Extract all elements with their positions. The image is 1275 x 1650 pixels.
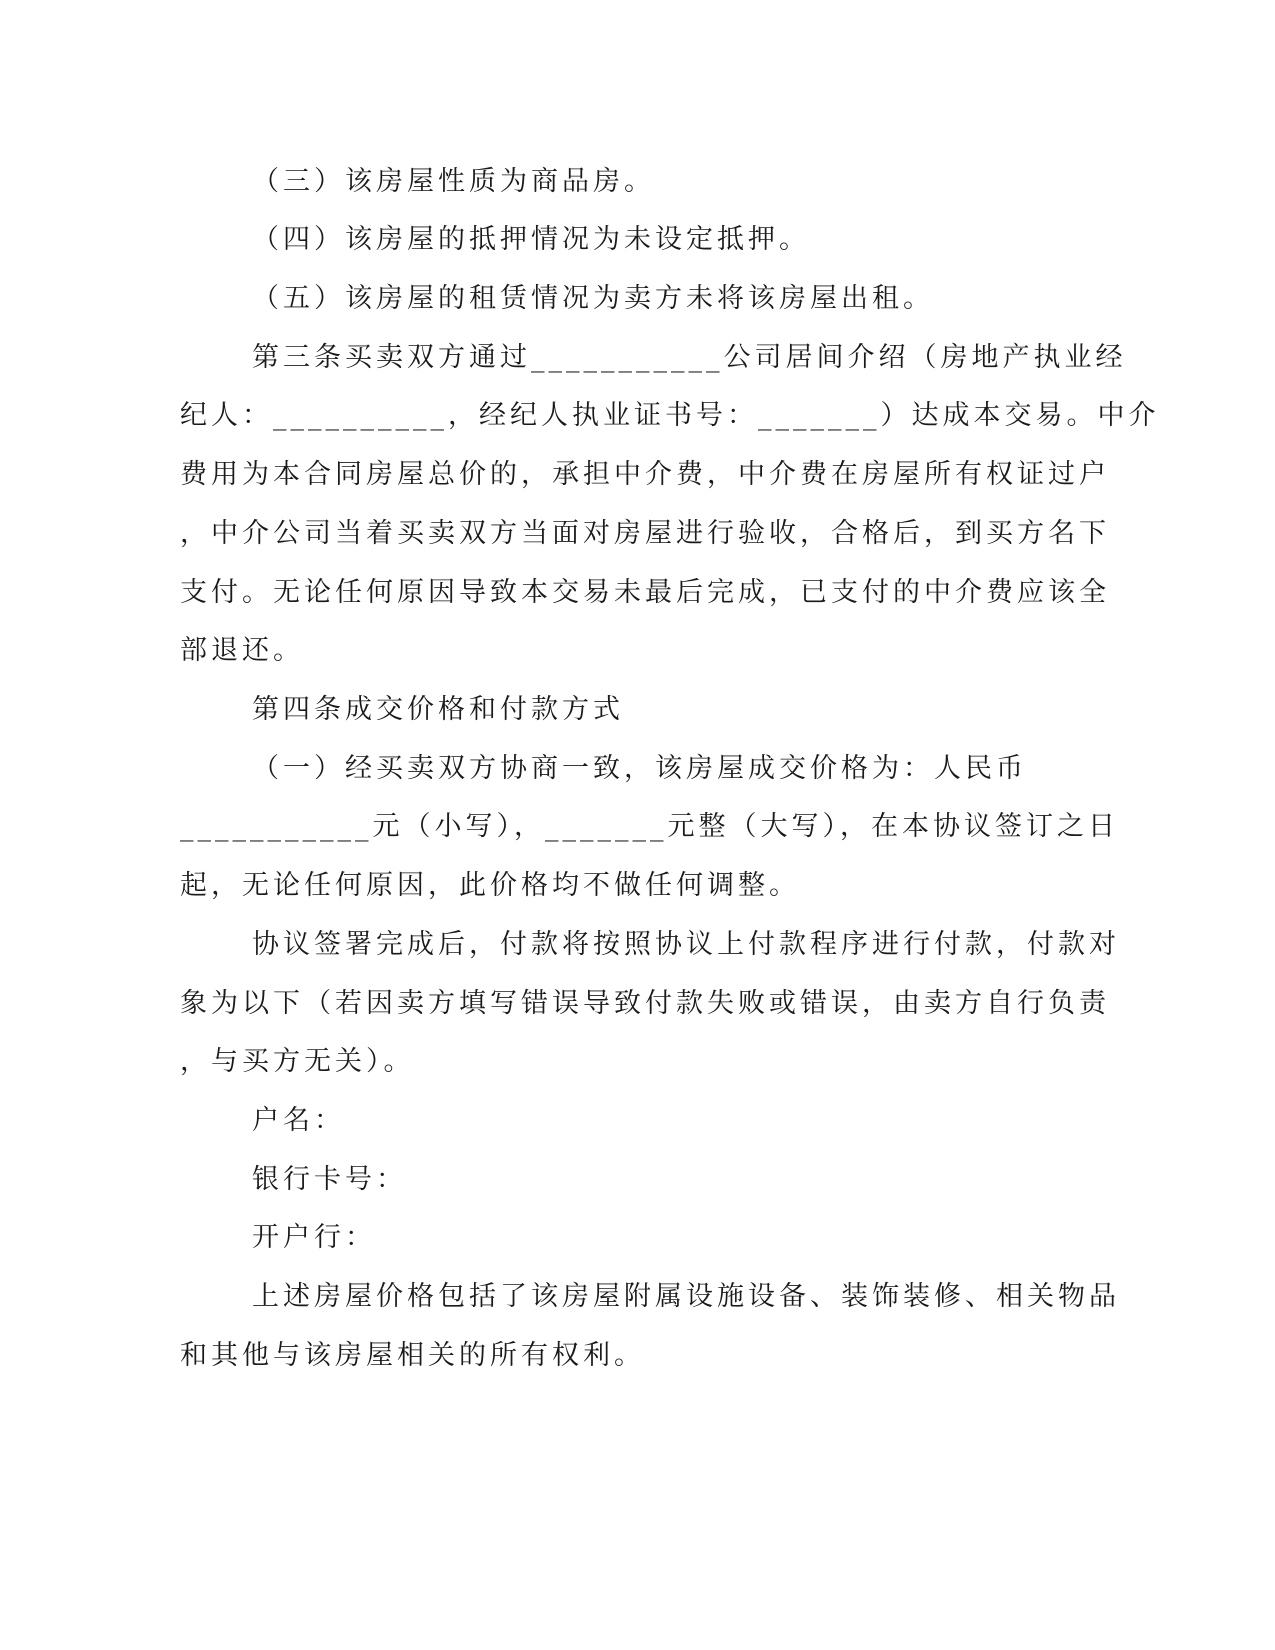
- clause-3-line-3: 费用为本合同房屋总价的，承担中介费，中介费在房屋所有权证过户: [180, 459, 1110, 490]
- bank-card-number-label: 银行卡号：: [252, 1164, 407, 1195]
- payment-paragraph-line-3: ，与买方无关）。: [180, 1046, 415, 1077]
- price-inclusion-line-2: 和其他与该房屋相关的所有权利。: [180, 1340, 645, 1371]
- clause-3-line-2: 纪人：__________，经纪人执业证书号：_______）达成本交易。中介: [180, 400, 1160, 431]
- clause-4-heading: 第四条成交价格和付款方式: [252, 694, 624, 725]
- clause-3-line-4: ，中介公司当着买卖双方当面对房屋进行验收，合格后，到买方名下: [180, 518, 1110, 549]
- clause-2-item-5: （五）该房屋的租赁情况为卖方未将该房屋出租。: [252, 283, 934, 314]
- opening-bank-label: 开户行：: [252, 1222, 376, 1253]
- clause-2-item-4: （四）该房屋的抵押情况为未设定抵押。: [252, 224, 810, 255]
- price-inclusion-line-1: 上述房屋价格包括了该房屋附属设施设备、装饰装修、相关物品: [252, 1281, 1120, 1312]
- clause-2-item-3: （三）该房屋性质为商品房。: [252, 166, 655, 197]
- payment-paragraph-line-1: 协议签署完成后，付款将按照协议上付款程序进行付款，付款对: [252, 929, 1120, 960]
- clause-3-line-6: 部退还。: [180, 635, 304, 666]
- clause-4-item-1-line-1: （一）经买卖双方协商一致，该房屋成交价格为：人民币: [252, 753, 1027, 784]
- clause-4-item-1-line-2: ___________元（小写），_______元整（大写），在本协议签订之日: [180, 811, 1119, 842]
- account-name-label: 户名：: [252, 1105, 345, 1136]
- payment-paragraph-line-2: 象为以下（若因卖方填写错误导致付款失败或错误，由卖方自行负责: [180, 988, 1110, 1019]
- clause-3-line-5: 支付。无论任何原因导致本交易未最后完成，已支付的中介费应该全: [180, 577, 1110, 608]
- clause-4-item-1-line-3: 起，无论任何原因，此价格均不做任何调整。: [180, 870, 800, 901]
- clause-3-line-1: 第三条买卖双方通过___________公司居间介绍（房地产执业经: [252, 342, 1127, 373]
